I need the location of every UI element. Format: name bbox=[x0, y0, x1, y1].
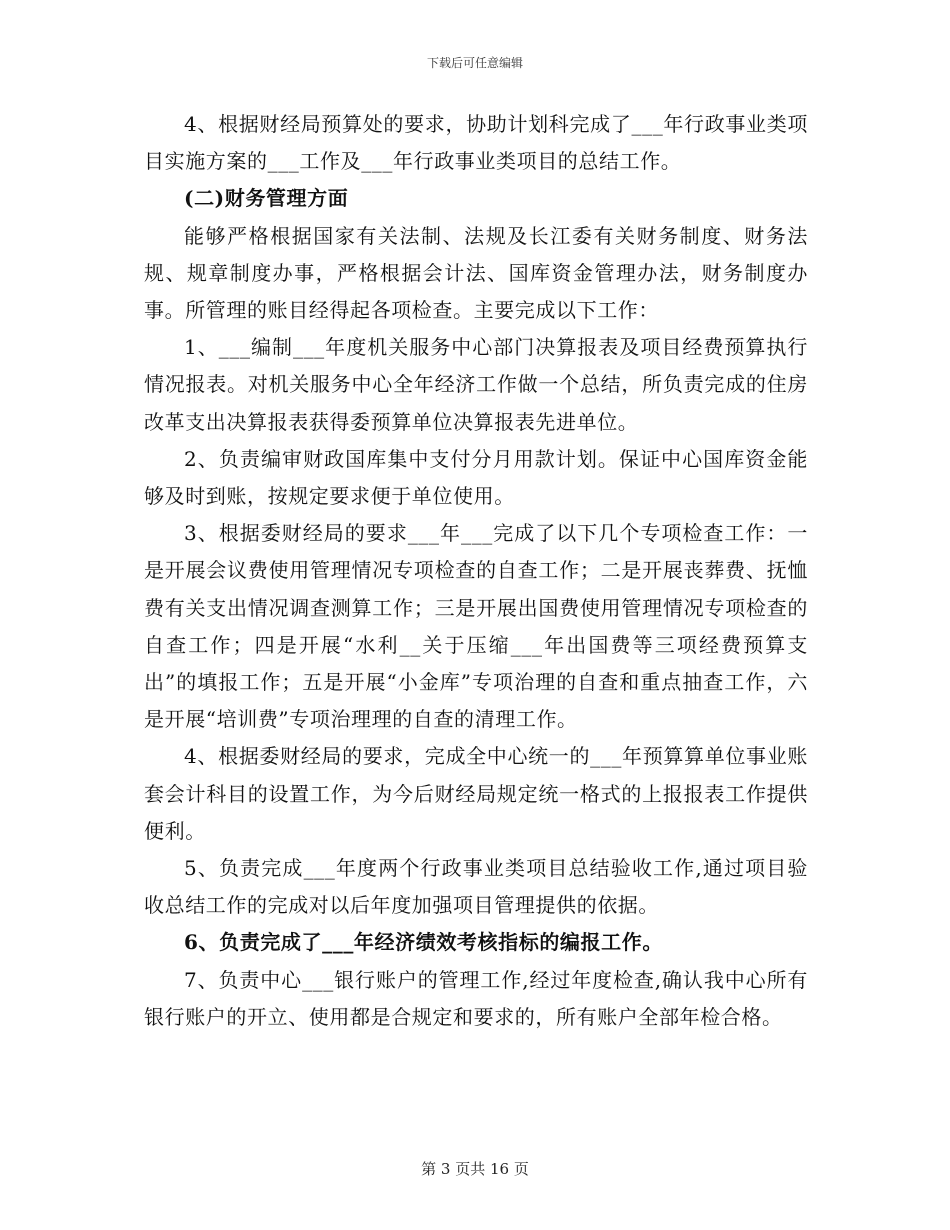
paragraph-item-1: 1、___编制___年度机关服务中心部门决算报表及项目经费预算执行情况报表。对机关服务中心全年经济工作做一个总结，所负责完成的住房改革支出决算报表获得委预算单位决算报表先进单位。 bbox=[144, 335, 808, 434]
paragraph-intro: 能够严格根据国家有关法制、法规及长江委有关财务制度、财务法规、规章制度办事，严格根据会计法、国库资金管理办法，财务制度办事。所管理的账目经得起各项检查。主要完成以下工作： bbox=[144, 223, 808, 323]
page-header: 下载后可任意编辑 bbox=[426, 56, 523, 70]
paragraph-item-2: 2、负责编审财政国库集中支付分月用款计划。保证中心国库资金能够及时到账，按规定要求便于单位使用。 bbox=[144, 446, 808, 509]
paragraph-item-3: 3、根据委财经局的要求___年___完成了以下几个专项检查工作：一是开展会议费使用管理情况专项检查的自查工作；二是开展丧葬费、抚恤费有关支出情况调查测算工作；三是开展出国费使用管理情况专项检查的自查工作；四是开展“水利__关于压缩___年出国费等三项经费预算支出”的填报工作；五是开展“小金库”专项治理的自查和重点抽查工作，六是开展“培训费”专项治理理的自查的清理工作。 bbox=[144, 521, 808, 732]
paragraph-item-6: 6、负责完成了___年经济绩效考核指标的编报工作。 bbox=[184, 930, 663, 955]
paragraph-item-4: 4、根据委财经局的要求，完成全中心统一的___年预算算单位事业账套会计科目的设置工作，为今后财经局规定统一格式的上报报表工作提供便利。 bbox=[144, 744, 808, 843]
section-heading-financial-management: (二)财务管理方面 bbox=[184, 186, 349, 211]
document-body bbox=[144, 106, 808, 1036]
page-footer: 第 3 页共 16 页 bbox=[421, 1160, 529, 1178]
paragraph-item-5: 5、负责完成___年度两个行政事业类项目总结验收工作,通过项目验收总结工作的完成对以后年度加强项目管理提供的依据。 bbox=[144, 856, 808, 918]
paragraph-item-4-budget: 4、根据财经局预算处的要求，协助计划科完成了___年行政事业类项目实施方案的___工作及___年行政事业类项目的总结工作。 bbox=[144, 112, 808, 174]
paragraph-item-7: 7、负责中心___银行账户的管理工作,经过年度检查,确认我中心所有银行账户的开立、使用都是合规定和要求的，所有账户全部年检合格。 bbox=[144, 967, 808, 1029]
